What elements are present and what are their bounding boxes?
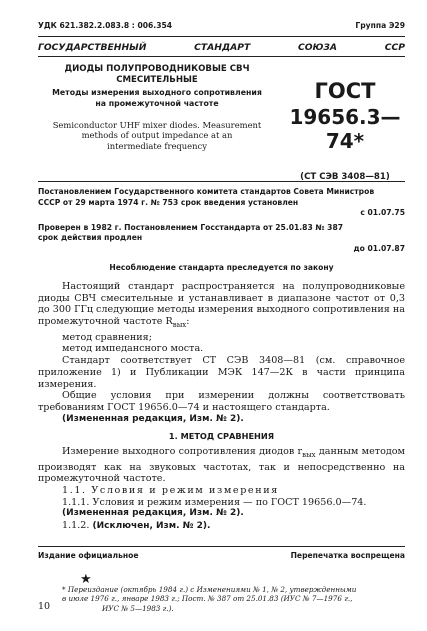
- reprint-prohibited: Перепечатка воспрещена: [290, 551, 405, 560]
- clause-1-1-2-excluded: (Исключен, Изм. № 2).: [92, 521, 211, 532]
- legal-warning: Несоблюдение стандарта преследуется по закону: [109, 263, 334, 272]
- method-paragraph: [38, 446, 405, 485]
- r-subscript: вых: [172, 321, 187, 330]
- intro-paragraph: [38, 281, 405, 332]
- decree-line-2: СССР от 29 марта 1974 г. № 753 срок введения установлен: [38, 197, 299, 207]
- official-edition: Издание официальное: [38, 551, 139, 560]
- footnote-line-2: в июле 1976 г., январе 1983 г.; Пост. № 387 от 25.01.83 (ИУС № 7—1976 г.,: [62, 594, 353, 604]
- clause-1-1-2-number: 1.1.2.: [62, 520, 93, 532]
- page-number: 10: [38, 601, 51, 612]
- standard-word-1: ГОСУДАРСТВЕННЫЙ: [38, 42, 147, 53]
- clause-1-1: 1.1. Условия и режим измерения: [62, 485, 279, 497]
- subtitle-line-1: Методы измерения выходного сопротивления: [52, 88, 262, 97]
- title-line-2: СМЕСИТЕЛЬНЫЕ: [116, 75, 198, 85]
- body-text: [38, 281, 405, 533]
- standard-line: [38, 42, 405, 53]
- star-icon: ★: [80, 571, 92, 586]
- group-code: Группа Э29: [355, 21, 405, 30]
- decree-line-1: Постановлением Государственного комитета стандартов Совета Министров: [38, 187, 375, 196]
- title-block: [38, 64, 276, 151]
- decree-line-3: Проверен в 1982 г. Постановлением Госстандарта от 25.01.83 № 387: [38, 222, 344, 232]
- conformity-paragraph: Стандарт соответствует СТ СЭВ 3408—81 (см. справочное приложение 1) и Публикации МЭК 147—2К в части принципа измерения.: [38, 355, 405, 390]
- method-item-1: метод сравнения;: [62, 331, 152, 343]
- section-heading: 1. МЕТОД СРАВНЕНИЯ: [168, 431, 275, 442]
- intro-text: Настоящий стандарт распространяется на полупроводниковые диоды СВЧ смесительные и устанавливает в диапазоне частот от 0,3 до 300 ГГц следующие методы измерения выходного сопротивления на промежуточной частоте R: [38, 281, 405, 328]
- intro-colon: :: [186, 316, 190, 328]
- edition-note-2: (Измененная редакция, Изм. № 2).: [62, 508, 244, 519]
- conditions-paragraph: Общие условия при измерении должны соответствовать требованиям ГОСТ 19656.0—74 и настоящего стандарта.: [38, 390, 405, 413]
- method-text-a: Измерение выходного сопротивления диодов r: [62, 446, 303, 458]
- standard-word-4: ССР: [384, 42, 405, 53]
- gost-number: 19656.3—74*: [289, 105, 401, 153]
- gost-word: ГОСТ: [314, 79, 376, 103]
- footnote-line-3: ИУС № 5—1983 г.).: [102, 603, 174, 613]
- footer-row: [38, 551, 405, 560]
- method-item-2: метод импедансного моста.: [62, 343, 204, 355]
- english-title-2: methods of output impedance at an: [81, 130, 233, 141]
- method-text-b: данным методом производят как на звуковых частотах, так и непосредственно на промежуточной частоте.: [38, 446, 406, 485]
- decree-line-4: срок действия продлен: [38, 233, 143, 243]
- standard-word-2: СТАНДАРТ: [194, 42, 251, 53]
- english-title-1: Semiconductor UHF mixer diodes. Measurement: [52, 120, 262, 130]
- decree-block: [38, 187, 405, 255]
- english-title-3: intermediate frequency: [107, 140, 207, 151]
- title-line-1: ДИОДЫ ПОЛУПРОВОДНИКОВЫЕ СВЧ: [64, 64, 250, 74]
- subtitle-line-2: на промежуточной частоте: [95, 98, 219, 108]
- introduction-date: с 01.07.75: [360, 208, 405, 218]
- edition-note-1: (Измененная редакция, Изм. № 2).: [62, 413, 244, 424]
- reissue-footnote: [62, 585, 405, 613]
- standard-word-3: СОЮЗА: [298, 42, 337, 53]
- header-rule-bottom: [38, 56, 405, 57]
- clause-1-1-1: 1.1.1. Условия и режим измерения — по ГОСТ 19656.0—74.: [62, 496, 367, 508]
- gost-designation: [283, 80, 407, 182]
- clause-1-1-2: [38, 520, 405, 533]
- header-rule-top: [38, 36, 405, 37]
- sev-reference: (СТ СЭВ 3408—81): [300, 172, 390, 182]
- header-row: [38, 21, 405, 30]
- decree-rule: [38, 181, 405, 182]
- extension-date: до 01.07.87: [353, 243, 405, 253]
- udk-code: УДК 621.382.2.083.8 : 006.354: [38, 21, 173, 30]
- footnote-line-1: * Переиздание (октябрь 1984 г.) с Изменениями № 1, № 2, утвержденными: [62, 585, 357, 594]
- r-out-subscript: вых: [302, 450, 316, 459]
- footer-rule: [38, 546, 405, 547]
